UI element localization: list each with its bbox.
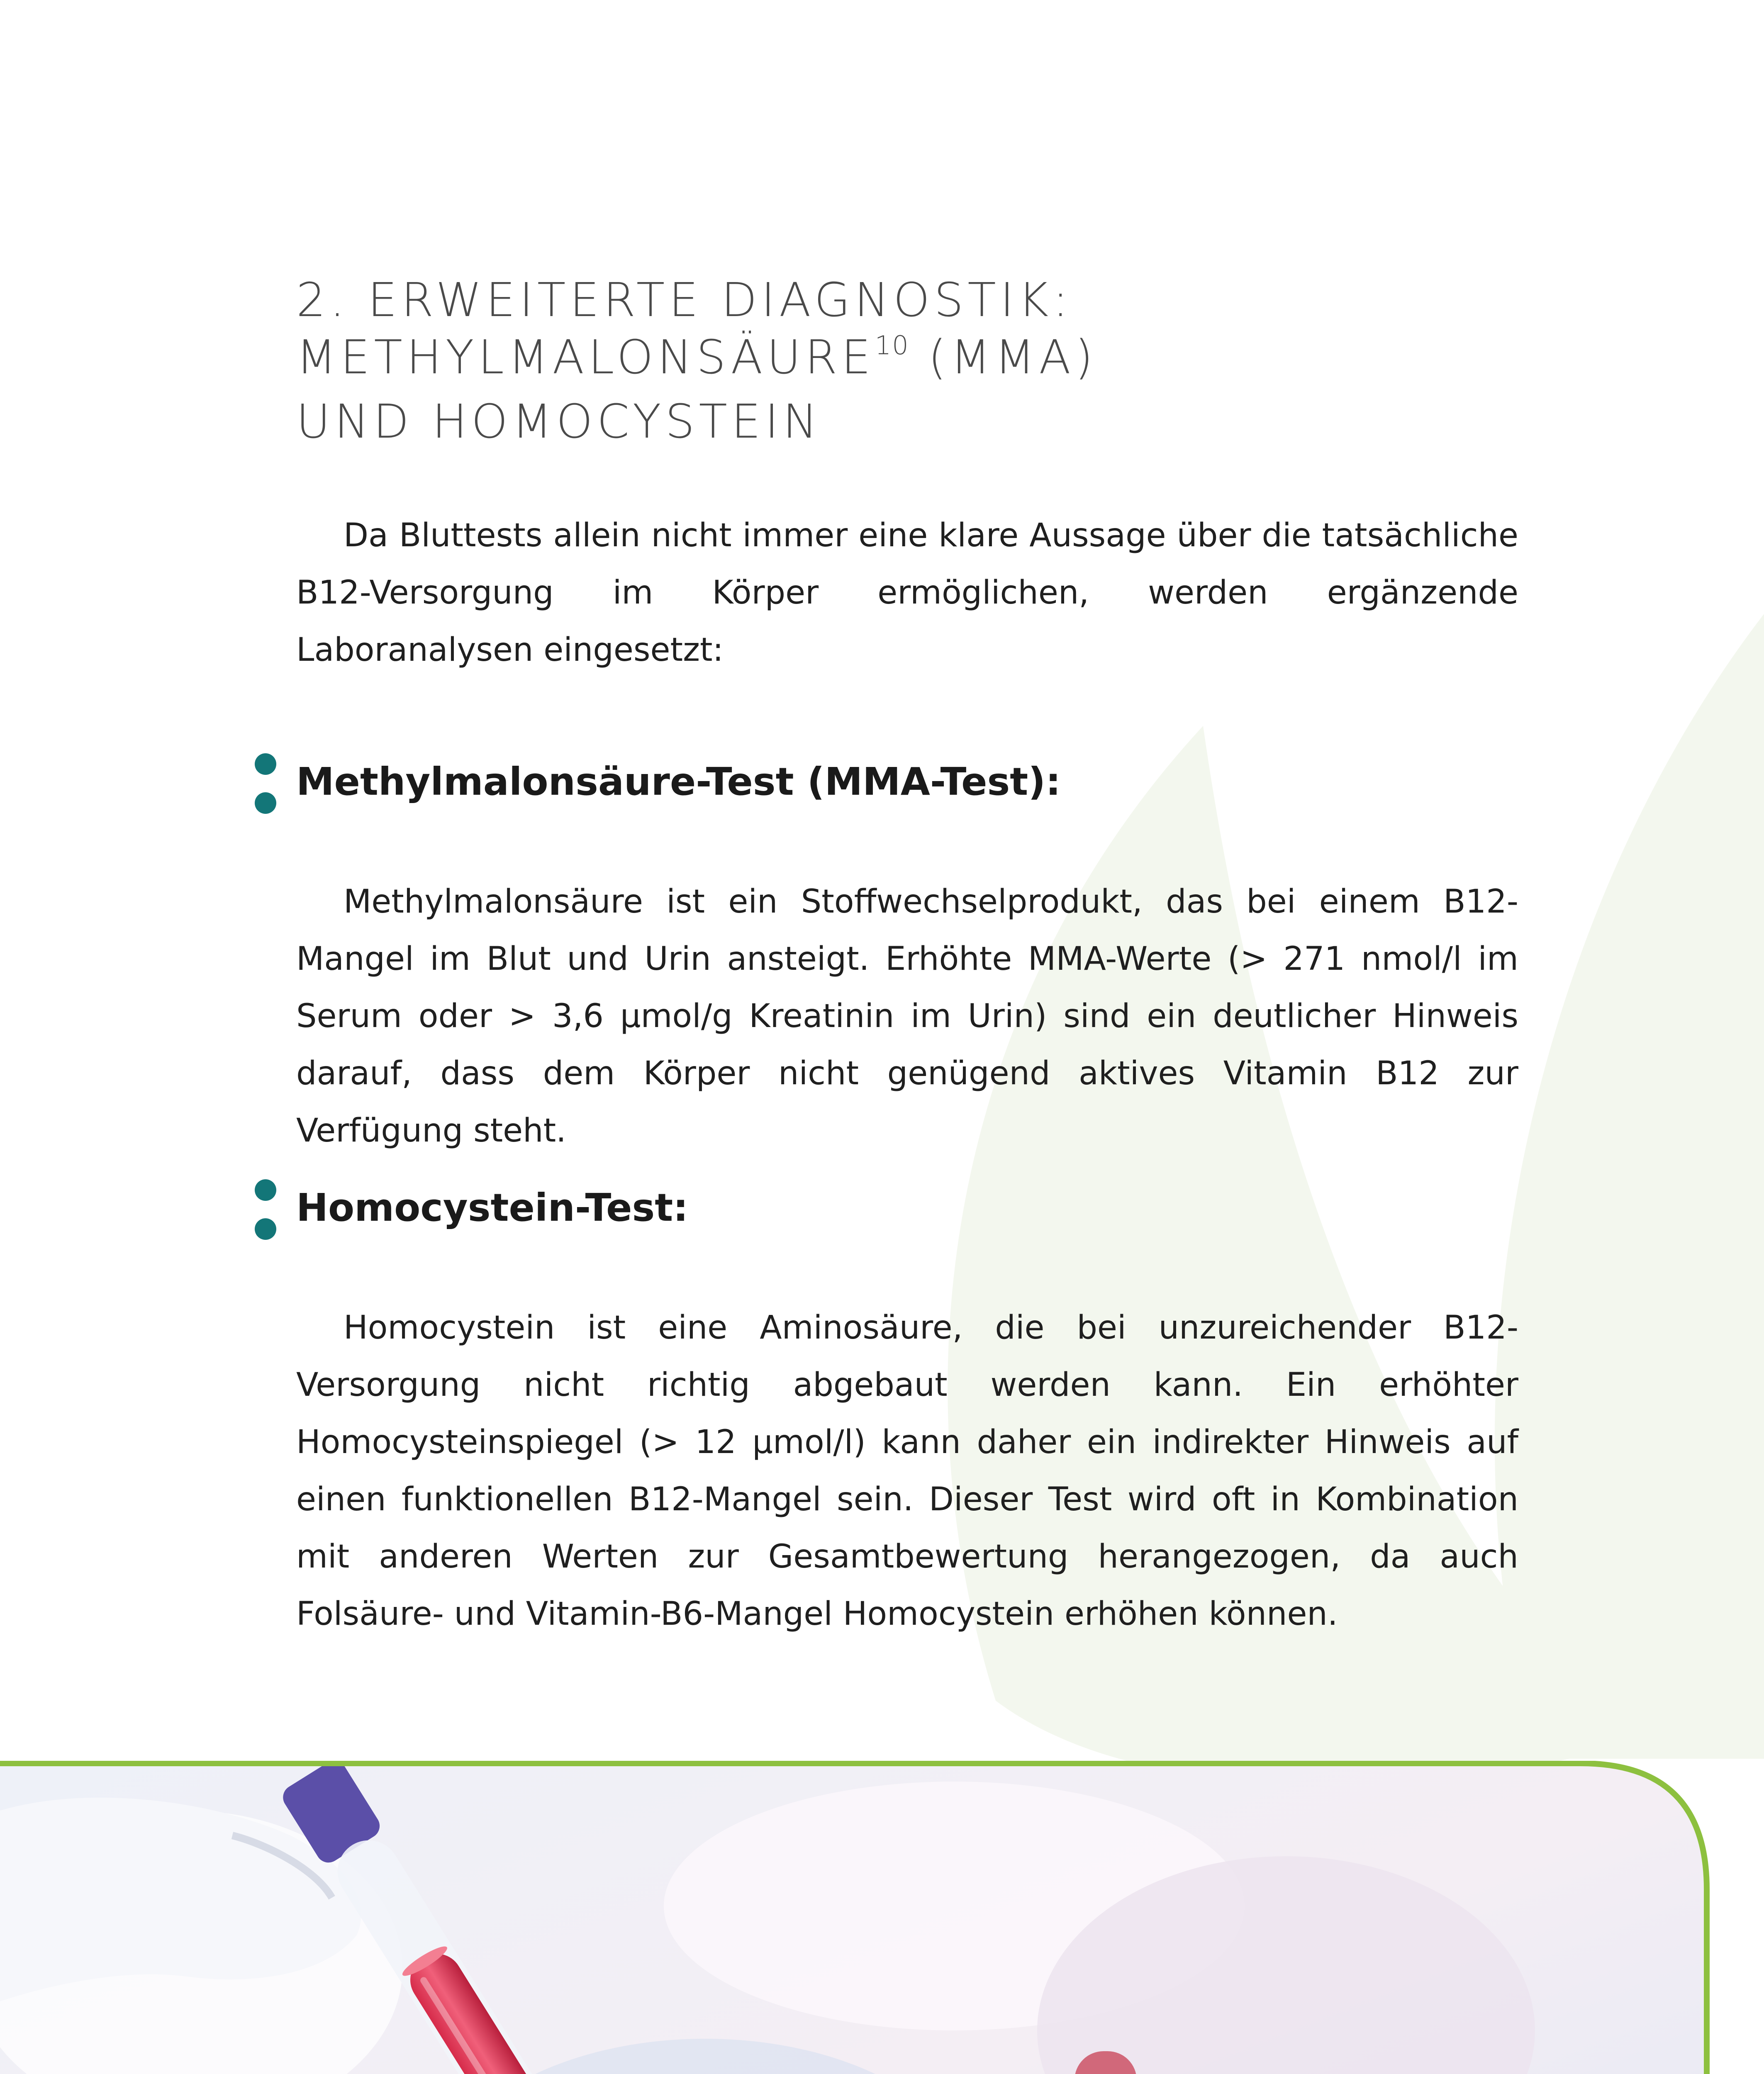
mma-text: Methylmalonsäure ist ein Stoffwechselprodukt, das bei einem B12-Mangel im Blut und Urin ansteigt. Erhöhte MMA-Werte (> 271 nmol/l im Serum oder > 3,6 µmol/g Kreatinin im Urin) sind ein deutlicher Hinweis darauf, dass dem Körper nicht genügend aktives Vitamin B12 zur Verfügung steht. — [296, 883, 1518, 1149]
intro-paragraph — [296, 507, 1518, 679]
bullet-icon — [255, 753, 278, 815]
section-text-mma — [296, 873, 1518, 1159]
page-heading — [296, 272, 1416, 450]
section-title-mma: Methylmalonsäure-Test (MMA-Test): — [296, 759, 1061, 804]
homocystein-text: Homocystein ist eine Aminosäure, die bei unzureichender B12-Versorgung nicht richtig abgebaut werden kann. Ein erhöhter Homocysteinspiegel (> 12 µmol/l) kann daher ein indirekter Hinweis auf einen funktionellen B12-Mangel sein. Dieser Test wird oft in Kombination mit anderen Werten zur Gesamtbewertung herangezogen, da auch Folsäure- und Vitamin-B6-Mangel Homocystein erhöhen können. — [296, 1309, 1518, 1633]
intro-text: Da Bluttests allein nicht immer eine klare Aussage über die tatsächliche B12-Versorgung im Körper ermöglichen, werden ergänzende Laboranalysen eingesetzt: — [296, 517, 1518, 669]
heading-line-3: UND HOMOCYSTEIN — [296, 395, 822, 449]
section-text-homocystein — [296, 1299, 1518, 1643]
lab-blood-test-photo — [0, 1761, 1764, 2074]
heading-line-2-main: METHYLMALONSÄURE — [296, 331, 875, 385]
section-title-homocystein: Homocystein-Test: — [296, 1185, 689, 1230]
heading-line-2-rest: (MMA) — [909, 331, 1097, 385]
heading-line-2 — [296, 329, 1416, 393]
bullet-icon — [255, 1179, 278, 1241]
heading-line-1: 2. ERWEITERTE DIAGNOSTIK: — [296, 273, 1073, 327]
footnote-reference: 10 — [875, 330, 909, 360]
